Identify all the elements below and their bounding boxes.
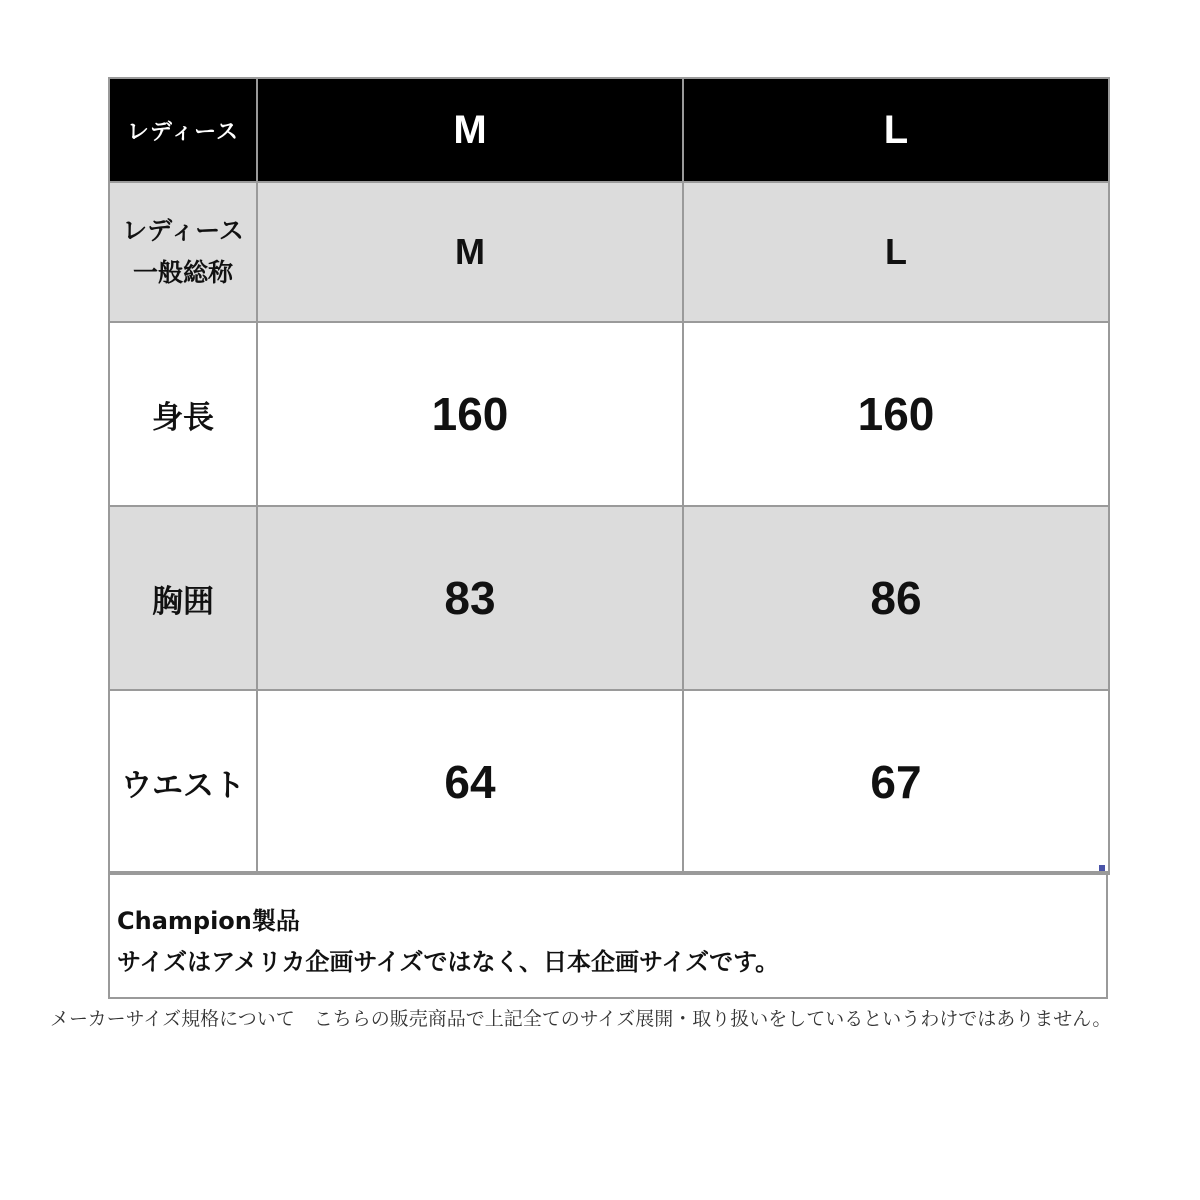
table-row-height — [109, 322, 1109, 506]
note-size-line: サイズはアメリカ企画サイズではなく、日本企画サイズです。 — [117, 948, 780, 976]
header-size-m: M — [257, 78, 683, 182]
note-brand-line: Champion製品 — [117, 907, 300, 935]
height-value-m: 160 — [257, 322, 683, 506]
product-note-box — [108, 871, 1108, 999]
header-size-l: L — [683, 78, 1109, 182]
chest-value-m: 83 — [257, 506, 683, 690]
general-label-line1: レディース — [122, 216, 244, 245]
header-label-cell: レディース — [109, 78, 257, 182]
table-row-chest — [109, 506, 1109, 690]
chest-value-l: 86 — [683, 506, 1109, 690]
waist-value-l: 67 — [683, 690, 1109, 874]
table-row-waist — [109, 690, 1109, 874]
table-header-row — [109, 78, 1109, 182]
general-size-l: L — [683, 182, 1109, 322]
height-value-l: 160 — [683, 322, 1109, 506]
row-label-height: 身長 — [109, 322, 257, 506]
row-label-chest: 胸囲 — [109, 506, 257, 690]
general-size-row — [109, 182, 1109, 322]
general-size-m: M — [257, 182, 683, 322]
general-label-line2: 一般総称 — [132, 258, 233, 287]
row-label-waist: ウエスト — [109, 690, 257, 874]
waist-value-m: 64 — [257, 690, 683, 874]
general-label-cell — [109, 182, 257, 322]
size-chart-table — [108, 77, 1110, 875]
size-disclaimer-footnote: メーカーサイズ規格について こちらの販売商品で上記全てのサイズ展開・取り扱いをしているというわけではありません。 — [50, 1008, 1112, 1030]
